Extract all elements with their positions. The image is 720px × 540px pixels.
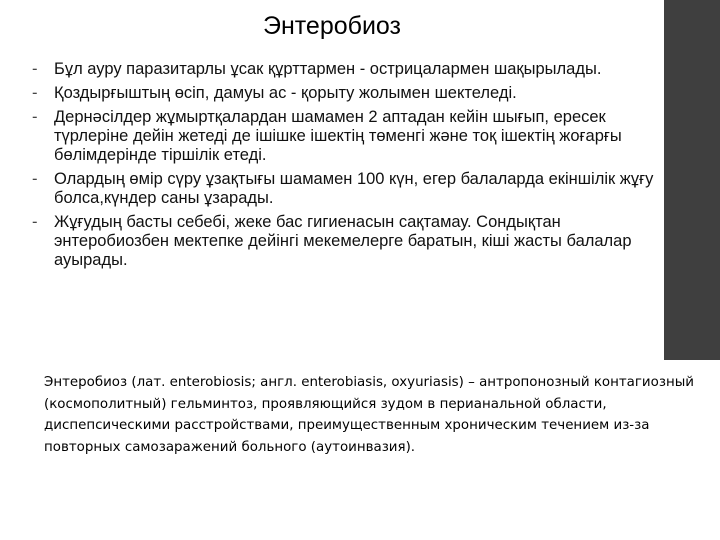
bullet-marker: - — [32, 108, 38, 126]
slide-title: Энтеробиоз — [262, 12, 402, 40]
list-item — [28, 213, 658, 270]
list-item — [28, 60, 658, 79]
bullet-text: Жұғудың басты себебі, жеке бас гигиенасын сақтамау. Сондықтан энтеробиозбен мектепке дейінгі мекемелерге баратын, кіші жасты балалар ауырады. — [54, 213, 632, 269]
bullet-text: Бұл ауру паразитарлы ұсак құрттармен - острицалармен шақырылады. — [54, 60, 602, 78]
caption-text: Энтеробиоз (лат. enterobiosis; англ. enterobiasis, oxyuriasis) – антропонозный контагиозный (космополитный) гельминтоз, проявляющийся зудом в перианальной области, диспепсическими расстройствами, преимущественным хроническим течением из-за повторных самозаражений больного (аутоинвазия). — [44, 375, 694, 455]
list-item — [28, 170, 658, 208]
bullet-marker: - — [32, 60, 38, 78]
list-item — [28, 84, 658, 103]
bullet-marker: - — [32, 84, 38, 102]
bullet-text: Олардың өмір сүру ұзақтығы шамамен 100 күн, егер балаларда екіншілік жұғу болса,күндер саны ұзарады. — [54, 170, 654, 207]
bullet-marker: - — [32, 170, 38, 188]
bullet-text: Қоздырғыштың өсіп, дамуы ас - қорыту жолымен шектеледі. — [54, 84, 517, 102]
bullet-text: Дернәсілдер жұмыртқалардан шамамен 2 аптадан кейін шығып, ересек түрлеріне дейін жетеді де ішішке ішектің төменгі және тоқ ішектің жоғарғы бөлімдерінде тіршілік етеді. — [54, 108, 622, 164]
list-item — [28, 108, 658, 165]
bullet-list — [28, 60, 658, 275]
decorative-side-bar — [664, 0, 720, 360]
bullet-marker: - — [32, 213, 38, 231]
